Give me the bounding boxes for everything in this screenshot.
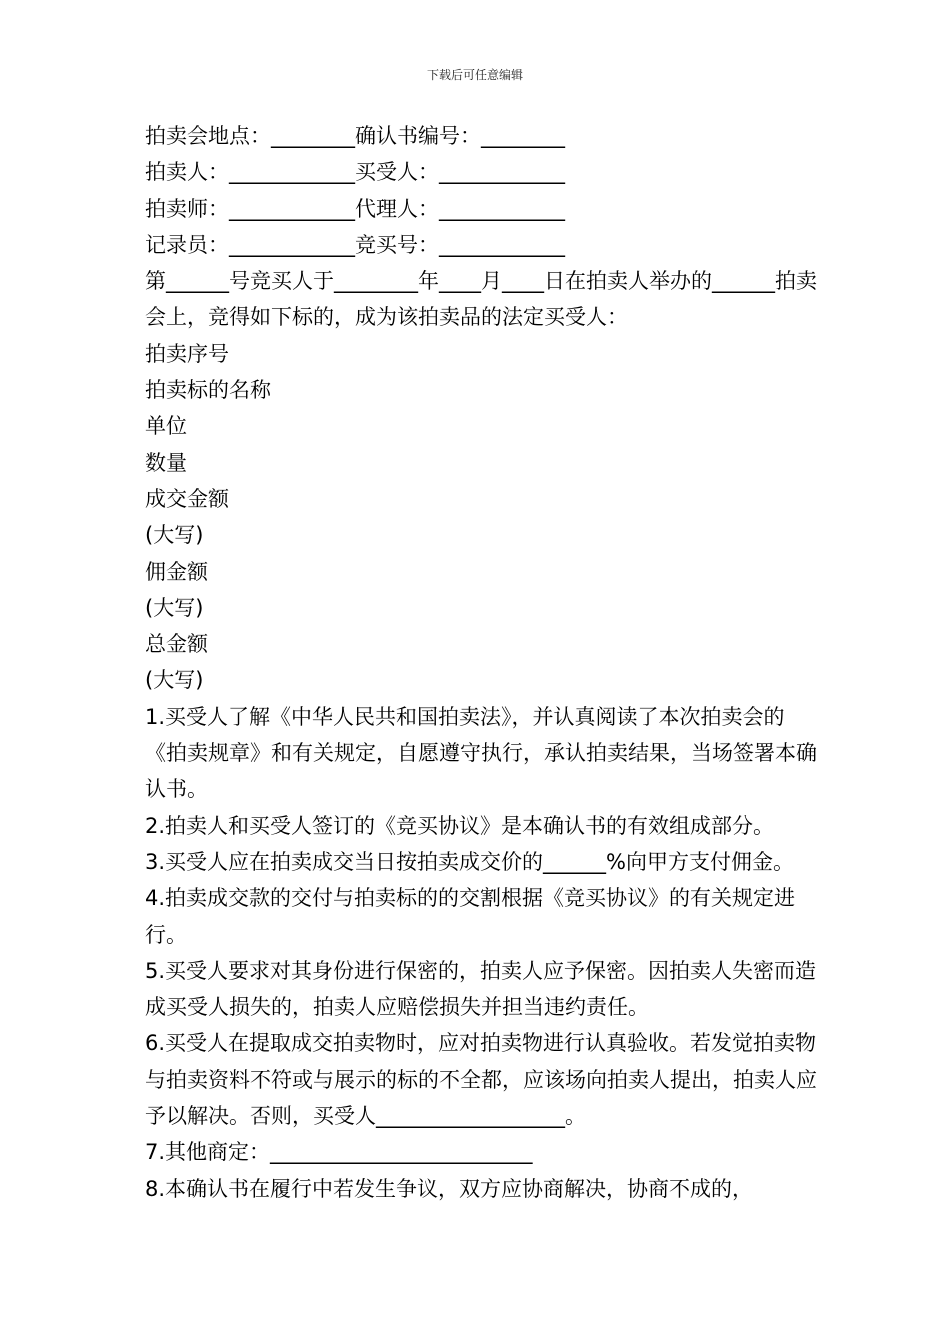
table-item: 成交金额	[145, 486, 229, 511]
intro-paragraph: 第______号竞买人于________年____月____日在拍卖人举办的______拍卖会上，竞得如下标的，成为该拍卖品的法定买受人：	[145, 269, 817, 330]
table-item: 总金额	[145, 632, 208, 657]
clause-1: 1.买受人了解《中华人民共和国拍卖法》，并认真阅读了本次拍卖会的《拍卖规章》和有关规定，自愿遵守执行，承认拍卖结果，当场签署本确认书。	[145, 704, 817, 802]
table-item: 单位	[145, 414, 187, 439]
clause-3: 3.买受人应在拍卖成交当日按拍卖成交价的______%向甲方支付佣金。	[145, 849, 794, 874]
clause-8: 8.本确认书在履行中若发生争议，双方应协商解决，协商不成的，	[145, 1176, 754, 1201]
page-header: 下载后可任意编辑	[426, 68, 523, 82]
field-line-auctioneer-buyer: 拍卖人：____________买受人：____________	[145, 160, 565, 185]
clause-5: 5.买受人要求对其身份进行保密的，拍卖人应予保密。因拍卖人失密而造成买受人损失的，拍卖人应赔偿损失并担当违约责任。	[145, 958, 817, 1020]
table-item: (大写)	[145, 595, 204, 620]
clause-4: 4.拍卖成交款的交付与拍卖标的的交割根据《竞买协议》的有关规定进行。	[145, 886, 796, 947]
field-line-recorder-bid-number: 记录员：____________竞买号：____________	[145, 232, 565, 257]
field-line-location: 拍卖会地点：________确认书编号：________	[145, 124, 565, 148]
clause-2: 2.拍卖人和买受人签订的《竞买协议》是本确认书的有效组成部分。	[145, 813, 775, 838]
table-item: 拍卖标的名称	[145, 378, 271, 403]
table-item: 拍卖序号	[145, 341, 229, 366]
field-line-auctioneer-agent: 拍卖师：____________代理人：____________	[145, 196, 565, 221]
table-item: (大写)	[145, 523, 204, 548]
clause-7: 7.其他商定：_________________________	[145, 1140, 533, 1165]
table-item: 佣金额	[145, 559, 208, 584]
table-item: 数量	[145, 450, 187, 475]
document-body	[145, 118, 825, 1207]
table-item: (大写)	[145, 668, 204, 693]
clause-6: 6.买受人在提取成交拍卖物时，应对拍卖物进行认真验收。若发觉拍卖物与拍卖资料不符或与展示的标的不全都，应该场向拍卖人提出，拍卖人应予以解决。否则，买受人__________________。	[145, 1031, 817, 1129]
